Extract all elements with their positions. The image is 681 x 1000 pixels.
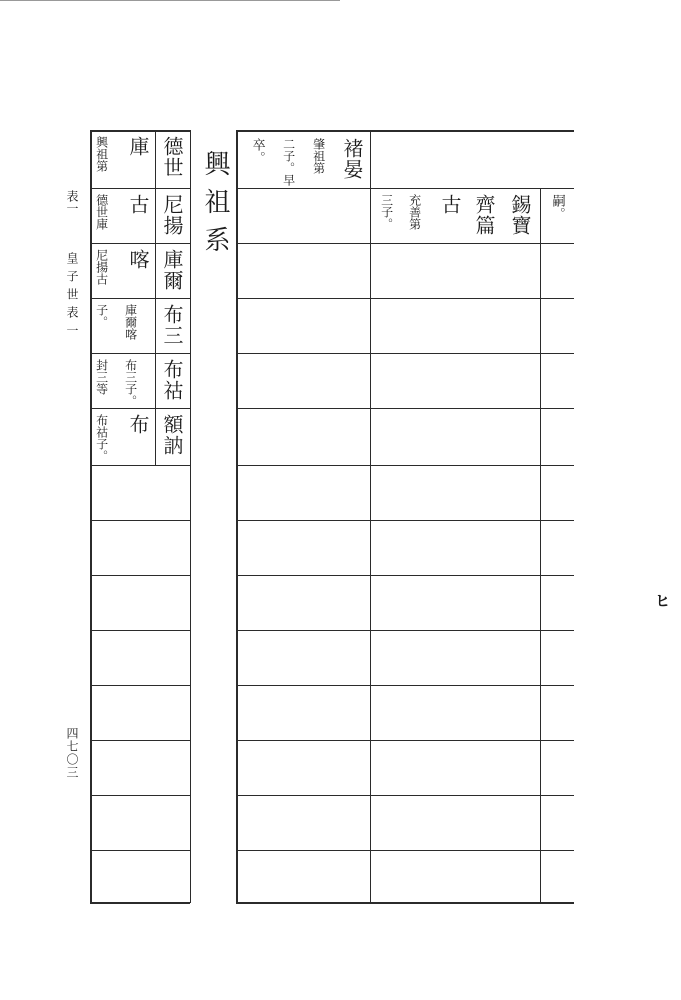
- right-table-divider-1: [370, 130, 371, 903]
- left-col2-name-6: 布: [126, 414, 150, 435]
- left-table-right-border: [190, 130, 191, 903]
- left-table-row-line: [90, 243, 190, 244]
- right-row1-note-b: 二子。早: [281, 138, 296, 186]
- left-table-left-border: [90, 130, 92, 903]
- right-table-row-line: [236, 465, 574, 466]
- right-row1-note-c: 卒。: [249, 138, 265, 164]
- left-col2-note-4: 庫爾喀: [123, 304, 138, 340]
- left-table-row-line: [90, 795, 190, 796]
- left-col1-name-6: 額訥: [160, 414, 184, 456]
- left-table-row-line: [90, 685, 190, 686]
- left-col1-note-6: 布祜子。: [94, 414, 109, 462]
- left-table-row-line: [90, 520, 190, 521]
- right-row1-name: 褚晏: [340, 138, 364, 180]
- left-table-row-line: [90, 850, 190, 851]
- left-col1-name-4: 布三: [160, 304, 184, 346]
- left-table-row-line: [90, 630, 190, 631]
- left-col2-note-5: 布三子。: [123, 359, 138, 407]
- right-row2-note-b: 三子。: [379, 194, 394, 230]
- page-number: 四七〇三: [65, 727, 79, 779]
- left-table-row-line: [90, 298, 190, 299]
- left-col2-name-1: 庫: [126, 136, 150, 157]
- table-label: 表一: [65, 190, 79, 214]
- left-table-row-line: [90, 740, 190, 741]
- right-margin-mark: ヒ: [655, 592, 671, 610]
- right-table-row-line: [236, 630, 574, 631]
- center-title: 興祖系: [200, 150, 230, 264]
- right-row2-tail: 嗣。: [549, 194, 565, 220]
- right-table-bottom-border: [236, 902, 574, 904]
- right-row2-name-a: 錫寶: [508, 194, 532, 236]
- right-table-row-line: [236, 298, 574, 299]
- right-table-row-line: [236, 795, 574, 796]
- right-row2-name-b: 齊篇: [472, 194, 496, 236]
- left-table-row-line: [90, 465, 190, 466]
- left-table-top-border: [90, 130, 190, 132]
- left-col1-name-2: 尼揚: [160, 194, 184, 236]
- right-table-left-border: [236, 130, 238, 903]
- left-col2-name-3: 喀: [126, 249, 150, 270]
- right-table-row-line: [236, 685, 574, 686]
- right-row2-note-a: 充善第: [407, 194, 422, 230]
- left-col1-note-1: 興祖第: [94, 136, 109, 172]
- left-col1-note-2: 德世庫: [94, 194, 109, 230]
- left-col1-name-1: 德世: [160, 136, 184, 178]
- left-col1-note-4: 子。: [94, 304, 109, 328]
- right-table-row-line: [236, 520, 574, 521]
- top-rule: [0, 0, 340, 1]
- right-table-row-line: [236, 353, 574, 354]
- left-table-bottom-border: [90, 902, 190, 904]
- right-table-row-line: [236, 575, 574, 576]
- left-table-row-line: [90, 575, 190, 576]
- left-col1-name-3: 庫爾: [160, 249, 184, 291]
- left-col1-note-3: 尼揚古: [94, 249, 109, 285]
- left-table-row-line: [90, 188, 190, 189]
- right-row2-name-c: 古: [438, 194, 462, 215]
- left-col1-note-5: 封三等: [94, 359, 109, 395]
- left-table-row-line: [90, 353, 190, 354]
- right-table-top-border: [236, 130, 574, 132]
- right-row1-note-a: 肇祖第: [311, 138, 326, 174]
- right-table-row-line: [236, 850, 574, 851]
- right-table-row-line: [236, 243, 574, 244]
- left-col2-name-2: 古: [126, 194, 150, 215]
- section-title: 皇子世表一: [65, 252, 79, 342]
- left-col1-name-5: 布祜: [160, 359, 184, 401]
- left-table-row-line: [90, 408, 190, 409]
- right-table-row-line: [236, 408, 574, 409]
- right-table-row-line: [236, 188, 574, 189]
- right-table-row-line: [236, 740, 574, 741]
